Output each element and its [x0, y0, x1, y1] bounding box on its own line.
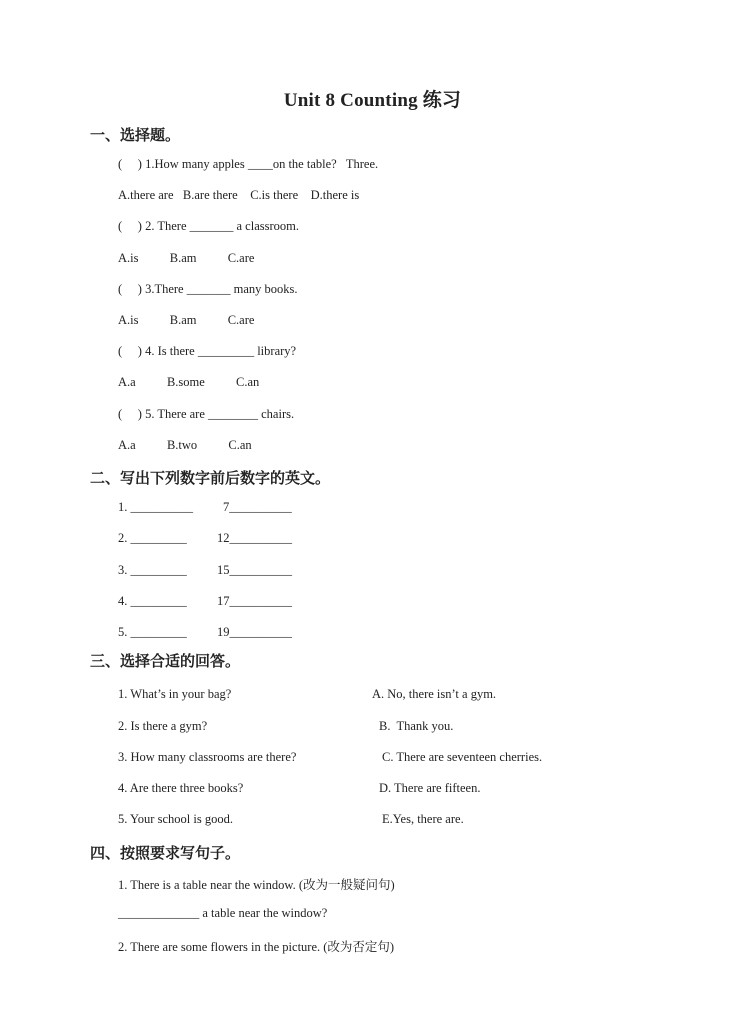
s1-options-2: A.is B.am C.are: [118, 251, 255, 265]
s4-item-1: 1. There is a table near the window. (改为一般疑问句): [118, 878, 395, 892]
s2-row-1-left: 1. __________: [118, 500, 193, 514]
s2-row-4-left: 4. _________: [118, 594, 187, 608]
s2-row-3-right: 15__________: [217, 563, 292, 577]
s1-question-5: ( ) 5. There are ________ chairs.: [118, 407, 295, 421]
s4-item-1-answer: _____________ a table near the window?: [118, 906, 328, 920]
section2-heading: 二、写出下列数字前后数字的英文。: [90, 469, 331, 487]
s3-question-3: 3. How many classrooms are there?: [118, 750, 297, 764]
section4-heading: 四、按照要求写句子。: [90, 844, 241, 862]
s2-row-2-right: 12__________: [217, 531, 292, 545]
s3-question-5: 5. Your school is good.: [118, 812, 233, 826]
s2-row-5-right: 19__________: [217, 625, 292, 639]
section1-heading: 一、选择题。: [90, 126, 181, 144]
s1-question-3: ( ) 3.There _______ many books.: [118, 282, 298, 296]
s2-row-1-right: 7__________: [223, 500, 292, 514]
s3-question-2: 2. Is there a gym?: [118, 719, 208, 733]
s1-question-4: ( ) 4. Is there _________ library?: [118, 344, 297, 358]
s1-options-3: A.is B.am C.are: [118, 313, 255, 327]
s2-row-2-left: 2. _________: [118, 531, 187, 545]
s3-answer-2: B. Thank you.: [379, 719, 454, 733]
s2-row-5-left: 5. _________: [118, 625, 187, 639]
s3-question-1: 1. What’s in your bag?: [118, 687, 232, 701]
s1-question-1: ( ) 1.How many apples ____on the table? Three.: [118, 157, 379, 171]
page-title: Unit 8 Counting 练习: [283, 90, 462, 111]
s3-question-4: 4. Are there three books?: [118, 781, 244, 795]
s2-row-4-right: 17__________: [217, 594, 292, 608]
s1-options-1: A.there are B.are there C.is there D.there is: [118, 188, 360, 202]
s1-options-4: A.a B.some C.an: [118, 375, 260, 389]
s1-options-5: A.a B.two C.an: [118, 438, 252, 452]
s3-answer-1: A. No, there isn’t a gym.: [372, 687, 497, 701]
s3-answer-5: E.Yes, there are.: [382, 812, 464, 826]
s1-question-2: ( ) 2. There _______ a classroom.: [118, 219, 299, 233]
s3-answer-3: C. There are seventeen cherries.: [382, 750, 543, 764]
s4-item-2: 2. There are some flowers in the picture. (改为否定句): [118, 940, 395, 954]
s2-row-3-left: 3. _________: [118, 563, 187, 577]
section3-heading: 三、选择合适的回答。: [90, 652, 241, 670]
s3-answer-4: D. There are fifteen.: [379, 781, 481, 795]
